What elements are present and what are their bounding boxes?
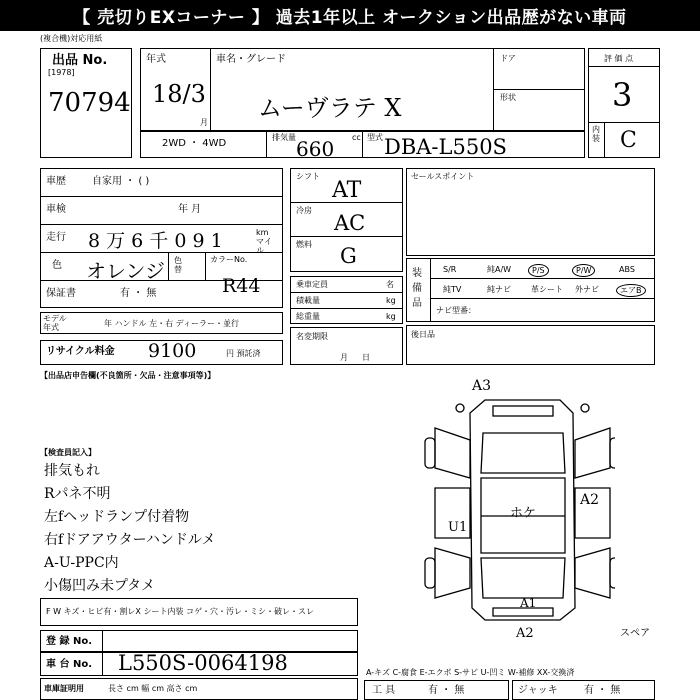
legend-text: A-キズ C-腐食 E-エクボ S-サビ U-凹ミ W-補修 XX-交換済 (366, 668, 575, 677)
shift-label: シフト (296, 172, 320, 181)
shamei-label: 車名・グレード (216, 54, 286, 65)
mark-a3: A3 (472, 378, 492, 394)
mark-a1: A1 (520, 596, 537, 610)
reibo-value: AC (334, 211, 366, 235)
nenshiki-value: 18/3 (152, 80, 206, 108)
color-no-label: カラーNo. (210, 255, 248, 264)
inspector-note: Rパネ不明 (44, 486, 111, 502)
lot-number: 70794 (48, 88, 131, 118)
kogu-value: 有 ・ 無 (428, 685, 465, 696)
teiin-label: 乗車定員 (296, 280, 328, 289)
nenryo-value: G (340, 244, 357, 268)
sales-box (406, 168, 655, 256)
recycle-unit: 円 預託済 (226, 349, 261, 358)
equip-item: 外ナビ (575, 285, 599, 294)
equip-item: エアB (616, 284, 646, 297)
shift-value: AT (332, 178, 362, 203)
iro-change: 色替 (174, 256, 182, 274)
equip-item: 革シート (531, 285, 563, 294)
recycle-value: 9100 (148, 340, 197, 362)
header-title: 【 売切りEXコーナー 】 過去1年以上 オークション出品歴がない車両 (73, 8, 627, 28)
inspector-note: 小傷凹み未プタメ (44, 578, 156, 594)
recycle-label: リサイクル料金 (46, 346, 115, 357)
jack-value: 有 ・ 無 (584, 685, 621, 696)
shako-label: 車庫証明用 (44, 684, 84, 693)
equip-item: P/S (528, 264, 549, 277)
inspector-note: A-U-PPC内 (44, 555, 119, 571)
mark-hoke: ホケ (510, 506, 537, 521)
shuppin-label: 出品 No. (52, 53, 108, 68)
haiki-label: 排気量 (272, 133, 296, 142)
shamei-value: ムーヴラテ X (258, 94, 402, 122)
month-mark: 月 (200, 118, 208, 127)
soubi-label: 装備品 (412, 268, 422, 309)
inspector-note: 左fヘッドランプ付着物 (44, 509, 190, 525)
lot-small: [1978] (48, 68, 75, 77)
inspector-note: 排気もれ (44, 463, 100, 479)
kojitsu-box (406, 325, 655, 365)
equip-item: 純TV (443, 285, 462, 294)
shako-dims: 長さ cm 幅 cm 高さ cm (108, 684, 198, 693)
sekisai-label: 積載量 (296, 296, 320, 305)
hosho-value: 有 ・ 無 (120, 288, 157, 299)
jack-label: ジャッキ (518, 685, 558, 696)
meigi-label: 名変期限 (296, 332, 328, 341)
haiki-unit: cc (352, 133, 361, 142)
model-row-text: 年 ハンドル 左・右 ディーラー・並行 (104, 319, 239, 328)
fukugo-note: (複合機)対応用紙 (40, 34, 103, 43)
shaken-value: 年 月 (178, 204, 202, 215)
color-no-value: R44 (222, 275, 261, 297)
reibo-label: 冷房 (296, 206, 312, 215)
meigi-unit: 月日 (340, 353, 384, 362)
katashiki-value: DBA-L550S (384, 135, 507, 159)
nenshiki-label: 年式 (146, 54, 166, 65)
hyoka-label: 評 価 点 (604, 54, 634, 63)
inspector-note: 右fドアアウターハンドルメ (44, 532, 216, 548)
shinkoku-label: 【出品店申告欄(不良箇所・欠品・注意事項等)】 (40, 371, 216, 380)
mark-a2-bottom: A2 (516, 626, 534, 641)
keijo-label: 形状 (500, 93, 516, 102)
model-label: モデル年式 (43, 314, 67, 332)
sojuryo-label: 総重量 (296, 312, 320, 321)
mark-u1: U1 (448, 520, 468, 535)
toroku-label: 登 録 No. (46, 636, 93, 647)
sojuryo-unit: kg (386, 312, 396, 321)
sekisai-unit: kg (386, 296, 396, 305)
equip-item: 純A/W (487, 265, 512, 274)
haiki-value: 660 (296, 137, 335, 161)
naiso-label: 内装 (592, 125, 600, 143)
drive-label: 2WD ・ 4WD (162, 138, 227, 149)
equip-item: ABS (619, 265, 635, 274)
kojitsu-label: 後日品 (411, 330, 435, 339)
nenryo-label: 燃料 (296, 240, 312, 249)
shadai-label: 車 台 No. (46, 659, 93, 670)
navi-label: ナビ型番： (436, 306, 476, 315)
page-header (0, 0, 700, 31)
equip-item: P/W (572, 264, 595, 277)
mark-a2-right: A2 (580, 492, 600, 508)
teiin-unit: 名 (386, 280, 394, 289)
soko-value: 8 万 6 千 0 9 1 (88, 230, 223, 252)
iro-value: オレンジ (86, 259, 165, 283)
hyoka-value: 3 (612, 76, 633, 114)
iro-label: 色 (52, 260, 62, 271)
soko-label: 走行 (46, 232, 66, 243)
fw-row-text: F W キズ・ヒビ有・割レX シート内装 コゲ・穴・汚レ・ミシ・破レ・スレ (46, 607, 315, 616)
kogu-label: 工 具 (372, 685, 396, 696)
shareki-value: 自家用 ・ ( ) (92, 176, 150, 187)
equip-item: 純ナビ (487, 285, 511, 294)
spare-label: スペア (620, 628, 650, 639)
shaken-label: 車検 (46, 204, 66, 215)
shako-row (40, 678, 358, 700)
katashiki-label: 型式 (367, 133, 383, 142)
door-label: ドア (500, 54, 516, 63)
shadai-value: L550S-0064198 (118, 651, 288, 675)
shareki-label: 車歴 (46, 176, 66, 187)
equip-item: S/R (443, 265, 457, 274)
soko-unit: km マイル (256, 228, 272, 255)
naiso-value: C (620, 128, 637, 153)
hosho-label: 保証書 (46, 288, 76, 299)
sales-label: セールスポイント (411, 172, 475, 181)
inspector-label: 【検査員記入】 (40, 448, 96, 457)
